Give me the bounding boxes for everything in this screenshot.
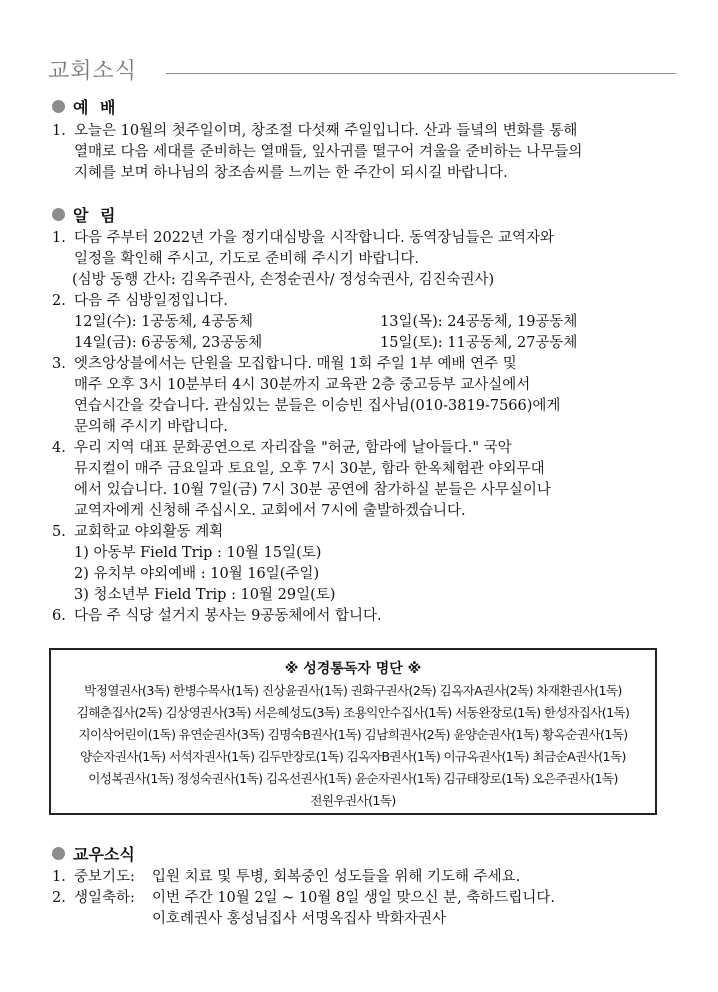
activity-plan-item: 3) 청소년부 Field Trip : 10월 29일(토) <box>74 587 336 603</box>
bible-readers-line: 양순자권사(1독) 서석자권사(1독) 김두만장로(1독) 김옥자B권사(1독) 이규옥권사(1독) 최금순A권사(1독) <box>80 749 626 764</box>
notice-4-line-3: 에서 있습니다. 10월 7일(금) 7시 30분 공연에 참가하실 분들은 사무실이나 <box>74 482 551 498</box>
item-number: 1. <box>52 230 66 246</box>
worship-line-1: 오늘은 10월의 첫주일이며, 창조절 다섯째 주일입니다. 산과 들녘의 변화를 통해 <box>74 123 578 139</box>
bible-readers-line: 박정열권사(3독) 한병수목사(1독) 진상윤권사(1독) 권화구권사(2독) 김옥자A권사(2독) 차재환권사(1독) <box>84 683 622 698</box>
notice-item-5 <box>52 522 664 543</box>
worship-title: 예 배 <box>73 97 119 117</box>
notice-3-line-4: 문의해 주시기 바랍니다. <box>74 419 228 435</box>
notices-title: 알 림 <box>73 205 119 225</box>
notice-4-line-1: 우리 지역 대표 문화공연으로 자리잡을 "허균, 함라에 날아들다." 국악 <box>74 440 512 456</box>
notice-3-line-1: 엣츠앙상블에서는 단원을 모집합니다. 매월 1회 주일 1부 예배 연주 및 <box>74 356 517 372</box>
notice-1-note: (심방 동행 간사: 김옥주권사, 손정순권사/ 정성숙권사, 김진숙권사) <box>72 272 495 288</box>
item-number: 2. <box>52 890 66 906</box>
worship-item-1 <box>52 121 664 184</box>
members-title: 교우소식 <box>73 844 135 864</box>
notice-3-line-2: 매주 오후 3시 10분부터 4시 30분까지 교육관 2층 중고등부 교사실에서 <box>74 377 531 393</box>
bible-readers-line: 지이삭어린이(1독) 유연순권사(3독) 김명숙B권사(1독) 김남희권사(2독) 윤양순권사(1독) 황옥순권사(1독) <box>78 727 628 742</box>
prayer-label: 중보기도: <box>74 869 135 885</box>
notice-1-line-2: 일정을 확인해 주시고, 기도로 준비해 주시기 바랍니다. <box>74 251 420 267</box>
schedule-entry: 15일(토): 11공동체, 27공동체 <box>380 335 578 351</box>
worship-line-2: 열매로 다음 세대를 준비하는 열매들, 잎사귀를 떨구어 겨울을 준비하는 나무들의 <box>74 144 583 160</box>
notice-item-6 <box>52 606 664 627</box>
header-divider <box>166 73 676 74</box>
notice-6-text: 다음 주 식당 설거지 봉사는 9공동체에서 합니다. <box>74 608 382 624</box>
worship-line-3: 지혜를 보며 하나님의 창조솜씨를 느끼는 한 주간이 되시길 바랍니다. <box>74 165 508 181</box>
item-number: 1. <box>52 123 66 139</box>
bible-readers-title: ※ 성경통독자 명단 ※ <box>284 661 422 677</box>
activity-plan-item: 1) 아동부 Field Trip : 10월 15일(토) <box>74 545 322 561</box>
notices-section <box>52 202 664 627</box>
page-header <box>48 54 676 88</box>
notice-item-4 <box>52 438 664 522</box>
bible-readers-line: 전원우권사(1독) <box>310 793 396 808</box>
notice-3-line-3: 연습시간을 갖습니다. 관심있는 분들은 이승빈 집사님(010-3819-7566)에게 <box>74 398 561 414</box>
schedule-entry: 12일(수): 1공동체, 4공동체 <box>74 314 253 330</box>
bible-readers-line: 이성복권사(1독) 정성숙권사(1독) 김옥선권사(1독) 윤순자권사(1독) 김규태장로(1독) 오은주권사(1독) <box>88 771 618 786</box>
visit-schedule <box>52 312 664 354</box>
worship-heading <box>52 94 664 118</box>
notice-item-2 <box>52 291 664 312</box>
activity-plan-item: 2) 유치부 야외예배 : 10월 16일(주일) <box>74 566 320 582</box>
schedule-entry: 14일(금): 6공동체, 23공동체 <box>74 335 263 351</box>
schedule-entry: 13일(목): 24공동체, 19공동체 <box>380 314 578 330</box>
birthday-label: 생일축하: <box>74 890 135 906</box>
notices-heading <box>52 202 664 226</box>
members-items <box>52 867 664 930</box>
members-heading <box>52 841 664 865</box>
circle-bullet-icon <box>52 208 65 221</box>
notice-5-text: 교회학교 야외활동 계획 <box>74 524 224 540</box>
item-number: 2. <box>52 293 66 309</box>
prayer-text: 입원 치료 및 투병, 회복중인 성도들을 위해 기도해 주세요. <box>152 869 521 885</box>
notice-2-text: 다음 주 심방일정입니다. <box>74 293 228 309</box>
notice-1-line-1: 다음 주부터 2022년 가을 정기대심방을 시작합니다. 동역장님들은 교역자와 <box>74 230 554 246</box>
bible-readers-box <box>49 648 657 815</box>
item-number: 4. <box>52 440 66 456</box>
bible-readers-line: 김해춘집사(2독) 김상영권사(3독) 서은혜성도(3독) 조용익안수집사(1독) 서동완장로(1독) 한성자집사(1독) <box>76 705 630 720</box>
page-title: 교회소식 <box>48 59 138 84</box>
item-number: 3. <box>52 356 66 372</box>
item-number: 6. <box>52 608 66 624</box>
item-number: 5. <box>52 524 66 540</box>
notice-4-line-4: 교역자에게 신청해 주십시오. 교회에서 7시에 출발하겠습니다. <box>74 503 466 519</box>
members-section <box>52 841 664 930</box>
item-number: 1. <box>52 869 66 885</box>
worship-section <box>52 94 664 184</box>
notice-item-3 <box>52 354 664 438</box>
visit-helpers-note <box>52 270 664 291</box>
birthday-names: 이호례권사 홍성님집사 서명옥집사 박화자권사 <box>152 911 446 927</box>
notice-4-line-2: 뮤지컬이 매주 금요일과 토요일, 오후 7시 30분, 함라 한옥체험관 야외무대 <box>74 461 545 477</box>
notice-item-1 <box>52 228 664 270</box>
circle-bullet-icon <box>52 847 65 860</box>
birthday-text: 이번 주간 10월 2일 ~ 10월 8일 생일 맞으신 분, 축하드립니다. <box>152 890 555 906</box>
circle-bullet-icon <box>52 100 65 113</box>
